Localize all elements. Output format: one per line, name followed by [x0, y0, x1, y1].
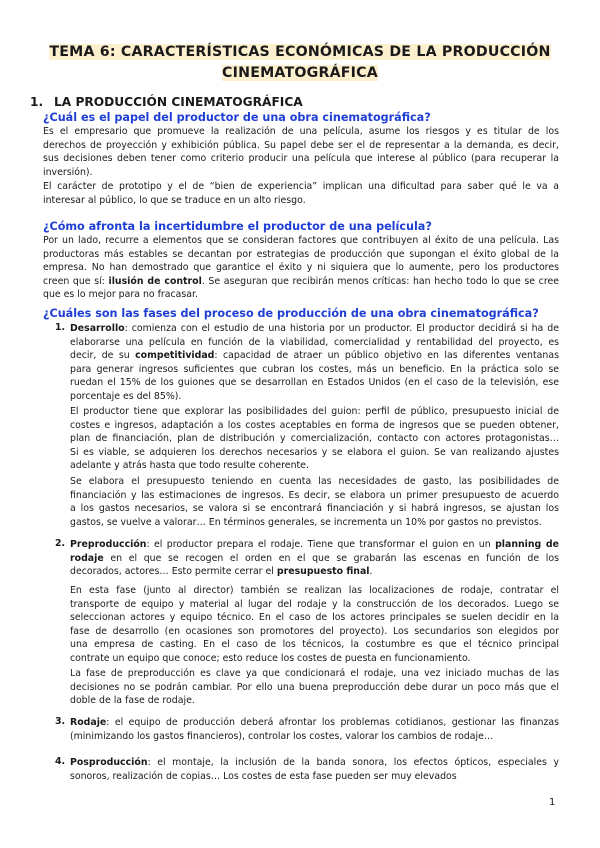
text-run: : el montaje, la inclusión de la banda sonora, los efectos ópticos, especiales y: [147, 757, 559, 768]
list-number: 2.: [55, 538, 66, 549]
text-line: costes e ingresos, adaptación a los costes aceptables en forma de ingresos que se pueden obtener,: [70, 419, 559, 431]
item-label: Preproducción: [70, 539, 147, 550]
text-line: fase de desarrollo (en ocasiones son promotores del proyecto). Los secundarios son elegidos por: [70, 625, 559, 637]
list-item-posproduccion: [70, 756, 559, 783]
text-line: inversión).: [43, 166, 93, 178]
question-1-heading: ¿Cuál es el papel del productor de una obra cinematográfica?: [43, 111, 431, 124]
text-line: que es lo mejor para no fracasar.: [43, 289, 199, 300]
title-line-2: CINEMATOGRÁFICA: [222, 65, 378, 81]
question-2-paragraph: [43, 234, 559, 302]
text-line: gastos, se vuelve a valorar… En términos generales, se incrementa un 10% por gastos no previstos.: [70, 516, 542, 528]
list-item-preproduccion: [70, 538, 559, 579]
item-label: Rodaje: [70, 717, 107, 728]
bold-term: ilusión de control: [108, 275, 202, 287]
page-number: 1: [549, 797, 556, 808]
text-line: plan de financiación, plan de distribución y comercialización, contacto con actores protagonistas…: [70, 433, 559, 444]
text-run: : comienza con el estudio de una historia por un productor. El productor decidirá si ha de: [124, 323, 559, 334]
text-line: Por un lado, recurre a elementos que se consideran factores que contribuyen al éxito de una película. Las: [43, 235, 559, 246]
text-line: empresa. No han demostrado que garantice el éxito y ni siquiera que lo aumente, pero los productores: [43, 262, 559, 273]
question-2-heading: ¿Cómo afronta la incertidumbre el productor de una película?: [43, 220, 432, 233]
item-label: Desarrollo: [70, 323, 125, 334]
text-line: elaborarse una película en función de la viabilidad, comercialidad y rentabilidad del proyecto, es: [70, 336, 559, 348]
list-item-preproduccion-paragraph-3: [70, 667, 559, 708]
text-line: una empresa de casting. En el caso de los técnicos, la costumbre es que el técnico principal: [70, 639, 559, 650]
text-run: decir, de su: [70, 350, 136, 361]
section-heading: [30, 95, 303, 109]
text-line: En esta fase (junto al director) también se realizan las localizaciones de rodaje, contratar el: [70, 585, 559, 596]
question-1-paragraph-2: [43, 180, 559, 207]
text-run: creen que sí:: [43, 275, 109, 287]
text-run: decorados, actores… Esto permite cerrar el: [70, 566, 277, 577]
text-line: seleccionan actores y equipo técnico. En el caso de los actores principales se suelen decidir en la: [70, 612, 559, 623]
list-number: 3.: [55, 716, 66, 727]
text-line: a los gastos necesarios, se valora si se encontrará financiación y si habrá ingresos, se ajustan los: [70, 503, 559, 514]
text-line: financiación y las estimaciones de ingresos. Es decir, se elabora un primer presupuesto de acuerdo: [70, 489, 559, 501]
text-line: La fase de preproducción es clave ya que condicionará el rodaje, una vez iniciado muchas de las: [70, 668, 559, 679]
text-run: en el que se recogen el orden en el que se grabarán las escenas en función de los: [103, 552, 559, 564]
text-run: . Se aseguran que recibirán menos críticas: han hecho todo lo que se cree: [201, 275, 559, 287]
bold-term: rodaje: [70, 552, 104, 564]
text-line: ruedan el 15% de los guiones que se desarrollan en Estados Unidos (en el caso de la televisión, ese: [70, 377, 559, 388]
list-item-desarrollo-paragraph-2: [70, 405, 559, 473]
question-3-heading: ¿Cuáles son las fases del proceso de producción de una obra cinematográfica?: [43, 307, 539, 320]
text-line: [43, 275, 559, 289]
bold-term: planning de: [495, 539, 559, 550]
page-title: [40, 42, 560, 84]
text-run: : el equipo de producción deberá afrontar los problemas cotidianos, gestionar las finanzas: [106, 717, 559, 728]
list-item-desarrollo: [70, 322, 559, 403]
text-line: [70, 349, 559, 363]
text-line: decisiones no se podrán cambiar. Por ello una buena preproducción debe durar un poco más que el: [70, 681, 559, 693]
text-run: .: [369, 566, 373, 577]
text-run: : capacidad de atraer un público objetivo en las diferentes ventanas: [214, 350, 559, 361]
text-line: [70, 756, 559, 770]
text-line: Si es viable, se adquieren los derechos necesarios y se elabora el guion. Se van realizando ajustes: [70, 446, 559, 458]
text-line: Es el empresario que promueve la realización de una película, asume los riesgos y es titular de los: [43, 126, 559, 137]
text-line: porcentaje es del 85%).: [70, 390, 182, 402]
text-line: (minimizando los gastos financieros), controlar los costes, valorar los cambios de rodaje…: [70, 730, 494, 742]
item-label: Posproducción: [70, 757, 148, 768]
question-1-paragraph-1: [43, 125, 559, 179]
bold-term: competitividad: [135, 350, 215, 361]
text-line: [70, 565, 559, 579]
text-line: productoras más estables se decantan por estrategias de producción que supongan el éxito global de la: [43, 248, 559, 260]
text-line: adelante y atrás hasta que todo resulte coherente.: [70, 460, 309, 471]
text-line: [70, 322, 559, 336]
text-line: [70, 538, 559, 552]
text-line: para generar ingresos suficientes que cubran los costes, más un beneficio. En la práctica solo se: [70, 363, 559, 375]
section-title: LA PRODUCCIÓN CINEMATOGRÁFICA: [54, 95, 303, 109]
section-number: 1.: [30, 95, 44, 109]
bold-term: presupuesto final: [276, 566, 370, 577]
text-line: El productor tiene que explorar las posibilidades del guion: perfil de público, presupuesto inicial de: [70, 406, 559, 417]
text-line: sonoros, realización de copias… Los costes de esta fase pueden ser muy elevados: [70, 770, 457, 782]
text-line: doble de la fase de rodaje.: [70, 695, 195, 706]
text-line: derechos de proyección y exhibición pública. Su papel debe ser el de representar a la demanda, es decir,: [43, 139, 559, 151]
list-item-preproduccion-paragraph-2: [70, 584, 559, 665]
text-line: Se elabora el presupuesto teniendo en cuenta las necesidades de gasto, las posibilidades de: [70, 476, 559, 487]
list-number: 1.: [55, 322, 66, 333]
text-line: transporte de equipo y material al lugar del rodaje y la construcción de los decorados. Luego se: [70, 598, 559, 610]
text-line: contrate un equipo que conoce; esto reduce los costes de puesta en funcionamiento.: [70, 652, 471, 664]
text-line: El carácter de prototipo y el de “bien de experiencia” implican una dificultad para saber qué le va a: [43, 181, 559, 192]
title-line-1: TEMA 6: CARACTERÍSTICAS ECONÓMICAS DE LA PRODUCCIÓN: [49, 44, 551, 60]
text-line: [70, 552, 559, 566]
list-item-desarrollo-paragraph-3: [70, 475, 559, 529]
list-number: 4.: [55, 756, 66, 767]
list-item-rodaje: [70, 716, 559, 743]
text-run: : el productor prepara el rodaje. Tiene que transformar el guion en un: [146, 539, 496, 550]
text-line: [70, 716, 559, 730]
text-line: interesar al público, lo que se traduce en un alto riesgo.: [43, 194, 306, 206]
text-line: sus decisiones deben tener como criterio producir una película que interese al público (para recuperar la: [43, 153, 559, 164]
